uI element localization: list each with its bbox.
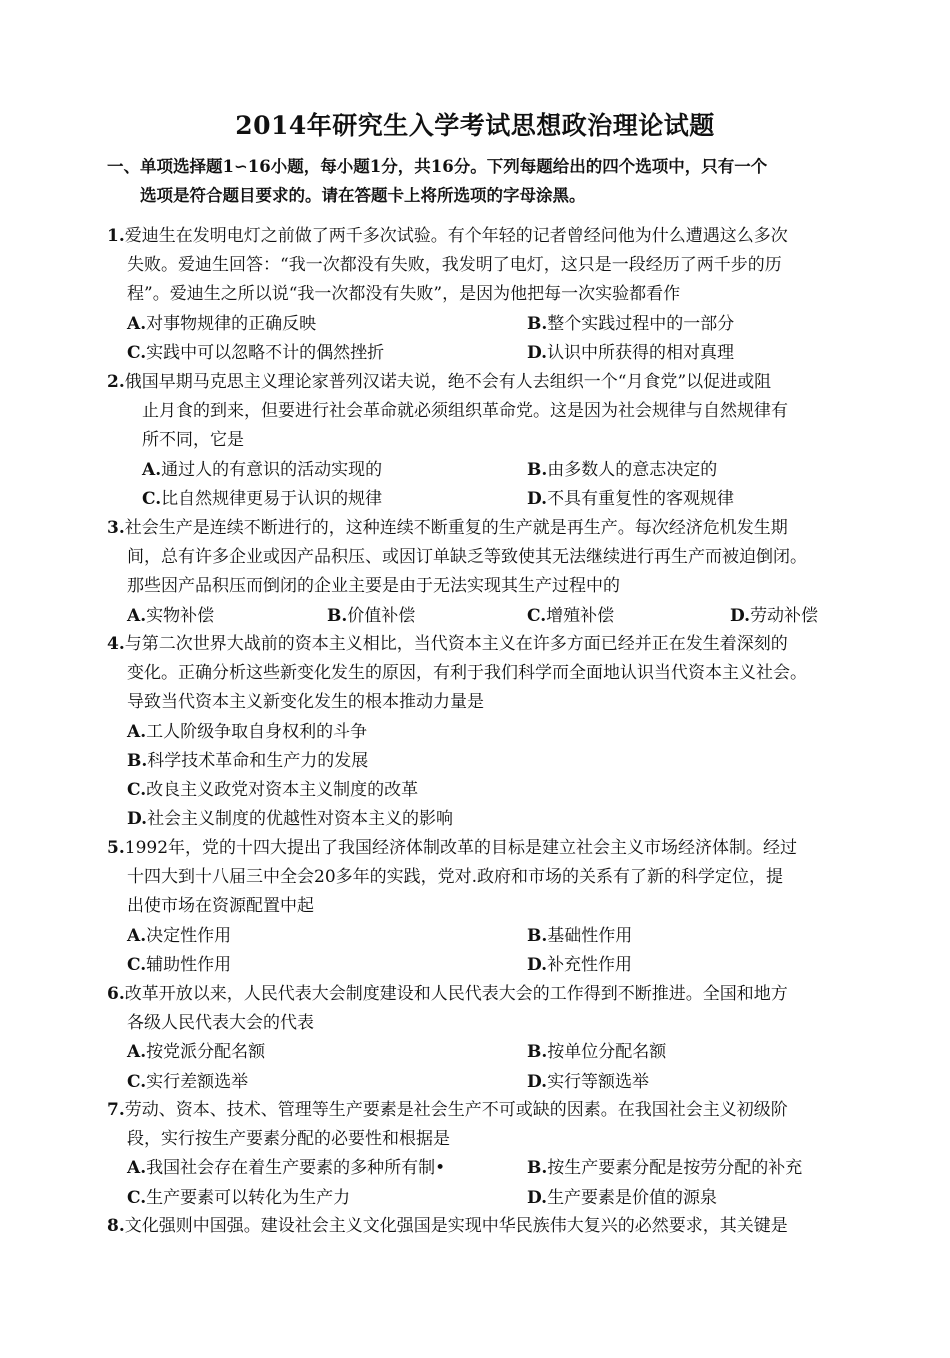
- question-text-line: 那些因产品积压而倒闭的企业主要是由于无法实现其生产过程中的: [127, 576, 620, 597]
- question-number: 7.: [107, 1100, 125, 1120]
- option-b[interactable]: B.由多数人的意志决定的: [527, 459, 718, 480]
- question-text-line: 俄国早期马克思主义理论家普列汉诺夫说，绝不会有人去组织一个“月食党”以促进或阻: [124, 372, 772, 392]
- option-c[interactable]: C.改良主义政党对资本主义制度的改革: [127, 779, 419, 800]
- option-c[interactable]: C.实行差额选举: [127, 1071, 249, 1092]
- option-a[interactable]: A.决定性作用: [127, 925, 232, 946]
- option-b[interactable]: B.按生产要素分配是按劳分配的补充: [527, 1158, 803, 1179]
- question-number: 3.: [107, 518, 125, 538]
- question-text-line: 文化强则中国强。建设社会主义文化强国是实现中华民族伟大复兴的必然要求，其关键是: [124, 1216, 788, 1236]
- question-4: [107, 630, 859, 834]
- instructions-line-1: 一、单项选择题1∽16小题，每小题1分，共16分。下列每题给出的四个选项中，只有一个: [107, 157, 768, 176]
- question-text-line: 间，总有许多企业或因产品积压、或因订单缺乏等致使其无法继续进行再生产而被迫倒闭。: [127, 547, 807, 568]
- question-text-line: 止月食的到来，但要进行社会革命就必须组织革命党。这是因为社会规律与自然规律有: [142, 401, 788, 422]
- question-text-line: 变化。正确分析这些新变化发生的原因，有利于我们科学而全面地认识当代资本主义社会。: [127, 663, 807, 684]
- question-text-line: 爱迪生在发明电灯之前做了两千多次试验。有个年轻的记者曾经问他为什么遭遇这么多次: [124, 226, 788, 246]
- question-3: [107, 514, 859, 631]
- option-d[interactable]: D.补充性作用: [527, 954, 633, 975]
- question-text-line: 十四大到十八届三中全会20多年的实践，党对.政府和市场的关系有了新的科学定位，提: [127, 867, 784, 888]
- question-text-line: 所不同，它是: [142, 430, 244, 451]
- question-number: 1.: [107, 226, 125, 246]
- option-b[interactable]: B.价值补偿: [327, 605, 416, 626]
- question-2: [107, 368, 859, 514]
- option-b[interactable]: B.科学技术革命和生产力的发展: [127, 750, 369, 771]
- question-text-line: 程”。爱迪生之所以说“我一次都没有失败”，是因为他把每一次实验都看作: [127, 284, 681, 305]
- option-b[interactable]: B.按单位分配名额: [527, 1042, 667, 1063]
- question-number: 8.: [107, 1216, 125, 1236]
- option-b[interactable]: B.整个实践过程中的一部分: [527, 313, 735, 334]
- option-a[interactable]: A.通过人的有意识的活动实现的: [142, 459, 383, 480]
- option-d[interactable]: D.认识中所获得的相对真理: [527, 342, 735, 363]
- question-text-line: 导致当代资本主义新变化发生的根本推动力量是: [127, 692, 484, 713]
- question-text-line: 劳动、资本、技术、管理等生产要素是社会生产不可或缺的因素。在我国社会主义初级阶: [124, 1100, 788, 1120]
- option-a[interactable]: A.我国社会存在着生产要素的多种所有制•: [127, 1158, 446, 1179]
- question-text-line: 1992年，党的十四大提出了我国经济体制改革的目标是建立社会主义市场经济体制。经过: [124, 838, 798, 858]
- option-d[interactable]: D.不具有重复性的客观规律: [527, 488, 735, 509]
- question-text-line: 社会生产是连续不断进行的，这种连续不断重复的生产就是再生产。每次经济危机发生期: [124, 518, 788, 538]
- question-6: [107, 980, 859, 1097]
- option-d[interactable]: D.生产要素是价值的源泉: [527, 1187, 718, 1208]
- option-c[interactable]: C.辅助性作用: [127, 954, 232, 975]
- option-c[interactable]: C.实践中可以忽略不计的偶然挫折: [127, 342, 385, 363]
- option-b[interactable]: B.基础性作用: [527, 925, 633, 946]
- option-d[interactable]: D.社会主义制度的优越性对资本主义的影响: [127, 809, 454, 830]
- question-text-line: 与第二次世界大战前的资本主义相比，当代资本主义在许多方面已经并正在发生着深刻的: [124, 634, 788, 654]
- option-d[interactable]: D.实行等额选举: [527, 1071, 650, 1092]
- question-text-line: 各级人民代表大会的代表: [127, 1013, 314, 1034]
- question-text-line: 段，实行按生产要素分配的必要性和根据是: [127, 1129, 450, 1150]
- option-a[interactable]: A.对事物规律的正确反映: [127, 313, 317, 334]
- option-a[interactable]: A.实物补偿: [127, 605, 215, 626]
- question-8: [107, 1212, 859, 1241]
- option-d[interactable]: D.劳动补偿: [730, 605, 819, 626]
- section-instructions: [107, 152, 852, 210]
- question-number: 4.: [107, 634, 125, 654]
- question-text-line: 出使市场在资源配置中起: [127, 896, 314, 917]
- option-c[interactable]: C.生产要素可以转化为生产力: [127, 1187, 351, 1208]
- option-a[interactable]: A.按党派分配名额: [127, 1042, 266, 1063]
- instructions-line-2: 选项是符合题目要求的。请在答题卡上将所选项的字母涂黑。: [140, 186, 586, 205]
- question-5: [107, 834, 859, 980]
- question-number: 2.: [107, 372, 125, 392]
- option-c[interactable]: C.比自然规律更易于认识的规律: [142, 488, 383, 509]
- question-7: [107, 1096, 859, 1213]
- question-1: [107, 222, 859, 368]
- page-title: 2014年研究生入学考试思想政治理论试题: [235, 111, 715, 140]
- option-a[interactable]: A.工人阶级争取自身权利的斗争: [127, 721, 368, 742]
- question-number: 5.: [107, 838, 125, 858]
- question-text-line: 失败。爱迪生回答：“我一次都没有失败，我发明了电灯，这只是一段经历了两千步的历: [127, 255, 782, 276]
- option-c[interactable]: C.增殖补偿: [527, 605, 615, 626]
- question-text-line: 改革开放以来，人民代表大会制度建设和人民代表大会的工作得到不断推进。全国和地方: [124, 984, 788, 1004]
- question-number: 6.: [107, 984, 125, 1004]
